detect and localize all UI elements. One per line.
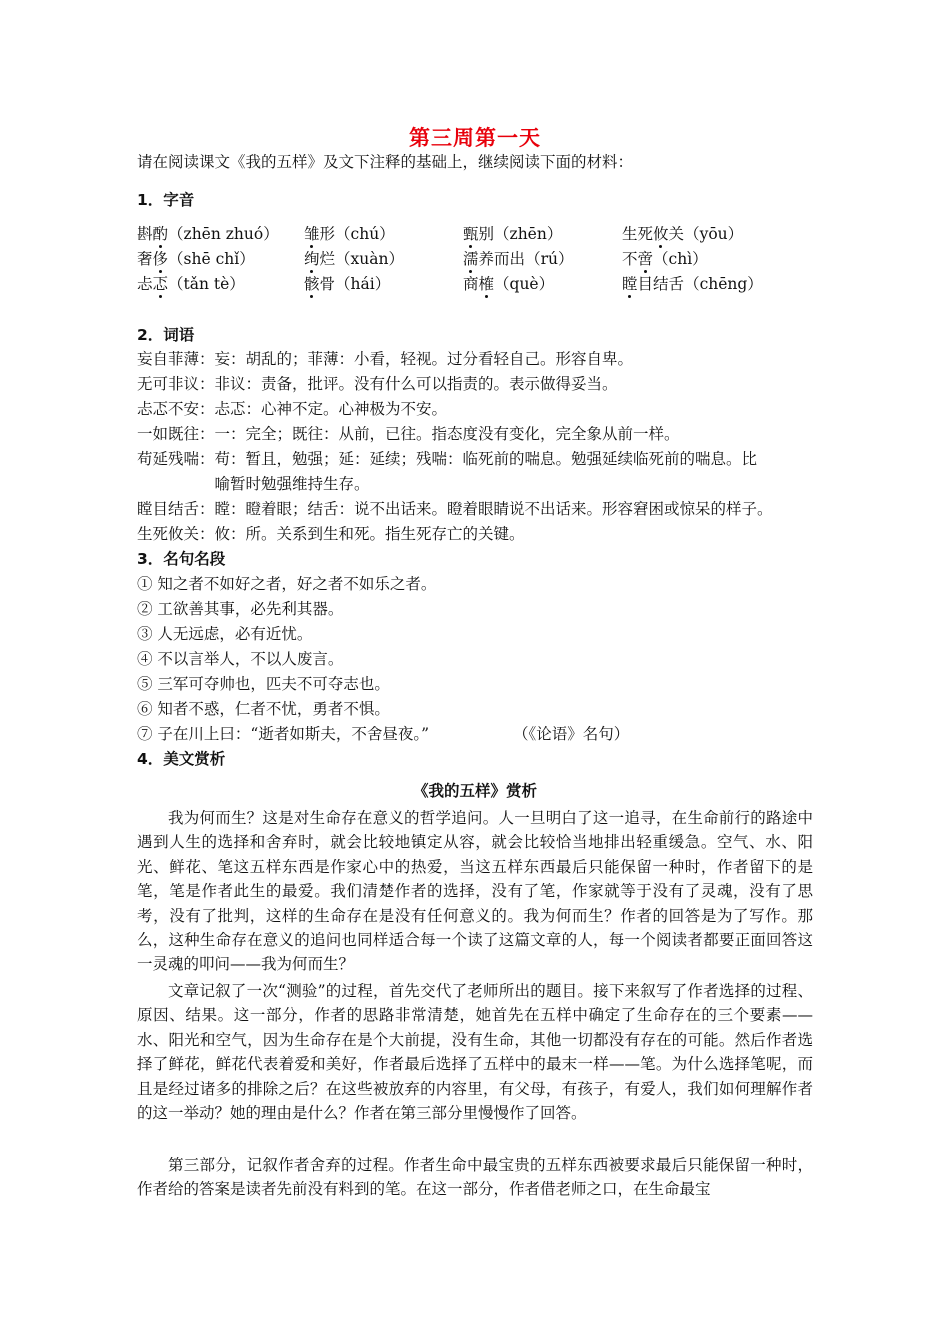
pronunciation-item xyxy=(304,224,395,244)
pronunciation-word: 生死攸关 xyxy=(622,225,685,243)
vocab-line: 苟延残喘：苟：暂且，勉强；延：延续；残喘：临死前的喘息。勉强延续临死前的喘息。比 xyxy=(137,450,758,468)
pronunciation-word: 骸骨 xyxy=(304,275,336,293)
pronunciation-pinyin: （yōu） xyxy=(684,225,744,243)
pronunciation-word: 甄别 xyxy=(463,225,495,243)
pronunciation-item xyxy=(137,274,245,294)
pronunciation-pinyin: （què） xyxy=(494,275,555,293)
pronunciation-item xyxy=(622,224,743,244)
quote-line: ④ 不以言举人，不以人废言。 xyxy=(137,650,344,668)
quote-source: （《论语》名句） xyxy=(513,725,630,743)
quote-line: ⑥ 知者不惑，仁者不忧，勇者不惧。 xyxy=(137,700,390,718)
quote-line: ⑤ 三军可夺帅也，匹夫不可夺志也。 xyxy=(137,675,390,693)
pronunciation-pinyin: （zhēn zhuó） xyxy=(168,225,279,243)
article-paragraph: 文章记叙了一次“测验”的过程，首先交代了老师所出的题目。接下来叙写了作者选择的过程、原因、结果。这一部分，作者的思路非常清楚，她首先在五样中确定了生命存在的三个要素——水、阳光和空气，因为生命存在是个大前提，没有生命，其他一切都没有存在的可能。然后作者选择了鲜花，鲜花代表着爱和美好，作者最后选择了五样中的最末一样——笔。为什么选择笔呢，而且是经过诸多的排除之后？在这些被放弃的内容里，有父母，有孩子，有爱人，我们如何理解作者的这一举动？她的理由是什么？作者在第三部分里慢慢作了回答。 xyxy=(137,982,813,1123)
pronunciation-item xyxy=(137,249,255,269)
pronunciation-pinyin: （shē chǐ） xyxy=(168,250,255,268)
article-paragraph: 第三部分，记叙作者舍弃的过程。作者生命中最宝贵的五样东西被要求最后只能保留一种时，作者给的答案是读者先前没有料到的笔。在这一部分，作者借老师之口，在生命最宝 xyxy=(137,1156,813,1199)
pronunciation-pinyin: （hái） xyxy=(335,275,391,293)
vocab-line: 生死攸关：攸：所。关系到生和死。指生死存亡的关键。 xyxy=(137,525,525,543)
pronunciation-item xyxy=(463,249,573,269)
pronunciation-item xyxy=(463,274,554,294)
pronunciation-word: 商榷 xyxy=(463,275,495,293)
pronunciation-item xyxy=(622,249,708,269)
section-heading-vocabulary: 2．词语 xyxy=(137,326,195,344)
pronunciation-pinyin: （chì） xyxy=(653,250,708,268)
vocab-line: 妄自菲薄：妄：胡乱的；菲薄：小看，轻视。过分看轻自己。形容自卑。 xyxy=(137,350,634,368)
intro-text: 请在阅读课文《我的五样》及文下注释的基础上，继续阅读下面的材料： xyxy=(137,153,634,171)
pronunciation-item xyxy=(463,224,562,244)
pronunciation-pinyin: （rú） xyxy=(525,250,574,268)
pronunciation-pinyin: （zhēn） xyxy=(494,225,563,243)
pronunciation-item xyxy=(304,274,390,294)
quote-line: ② 工欲善其事，必先利其器。 xyxy=(137,600,344,618)
pronunciation-word: 瞠目结舌 xyxy=(622,275,685,293)
article-title: 《我的五样》赏析 xyxy=(412,782,537,800)
pronunciation-item xyxy=(622,274,763,294)
section-heading-pronunciation: 1．字音 xyxy=(137,191,195,209)
pronunciation-pinyin: （chēng） xyxy=(684,275,763,293)
vocab-line: 一如既往：一：完全；既往：从前，已往。指态度没有变化，完全象从前一样。 xyxy=(137,425,680,443)
pronunciation-item xyxy=(137,224,279,244)
pronunciation-word: 濡养而出 xyxy=(463,250,526,268)
article-paragraph: 我为何而生？这是对生命存在意义的哲学追问。人一旦明白了这一追寻，在生命前行的路途中遇到人生的选择和舍弃时，就会比较地镇定从容，就会比较恰当地排出轻重缓急。空气、水、阳光、鲜花、笔这五样东西是作家心中的热爱，当这五样东西最后只能保留一种时，作者留下的是笔，笔是作者此生的最爱。我们清楚作者的选择，没有了笔，作家就等于没有了灵魂，没有了思考，没有了批判，这样的生命存在是没有任何意义的。我为何而生？作者的回答是为了写作。那么，这种生命存在意义的追问也同样适合每一个读了这篇文章的人，每一个阅读者都要正面回答这一灵魂的叩问——我为何而生？ xyxy=(137,809,813,974)
pronunciation-word: 绚烂 xyxy=(304,250,336,268)
pronunciation-pinyin: （tǎn tè） xyxy=(168,275,245,293)
pronunciation-word: 忐忑 xyxy=(137,275,169,293)
vocab-line: 瞠目结舌：瞠：瞪着眼；结舌：说不出话来。瞪着眼睛说不出话来。形容窘困或惊呆的样子。 xyxy=(137,500,773,518)
pronunciation-word: 奢侈 xyxy=(137,250,169,268)
pronunciation-item xyxy=(304,249,404,269)
vocab-line: 喻暂时勉强维持生存。 xyxy=(137,475,370,493)
pronunciation-pinyin: （chú） xyxy=(335,225,395,243)
pronunciation-word: 雏形 xyxy=(304,225,336,243)
pronunciation-word: 斟酌 xyxy=(137,225,169,243)
quote-line: ③ 人无远虑，必有近忧。 xyxy=(137,625,313,643)
section-heading-quotes: 3．名句名段 xyxy=(137,550,226,568)
page-title: 第三周第一天 xyxy=(409,126,541,150)
section-heading-appreciation: 4．美文赏析 xyxy=(137,750,226,768)
vocab-line: 无可非议：非议：责备，批评。没有什么可以指责的。表示做得妥当。 xyxy=(137,375,618,393)
vocab-line: 忐忑不安：忐忑：心神不定。心神极为不安。 xyxy=(137,400,448,418)
pronunciation-pinyin: （xuàn） xyxy=(335,250,404,268)
quote-line: ① 知之者不如好之者，好之者不如乐之者。 xyxy=(137,575,437,593)
quote-line: ⑦ 子在川上曰：“逝者如斯夫，不舍昼夜。” xyxy=(137,725,430,743)
pronunciation-word: 不啻 xyxy=(622,250,654,268)
